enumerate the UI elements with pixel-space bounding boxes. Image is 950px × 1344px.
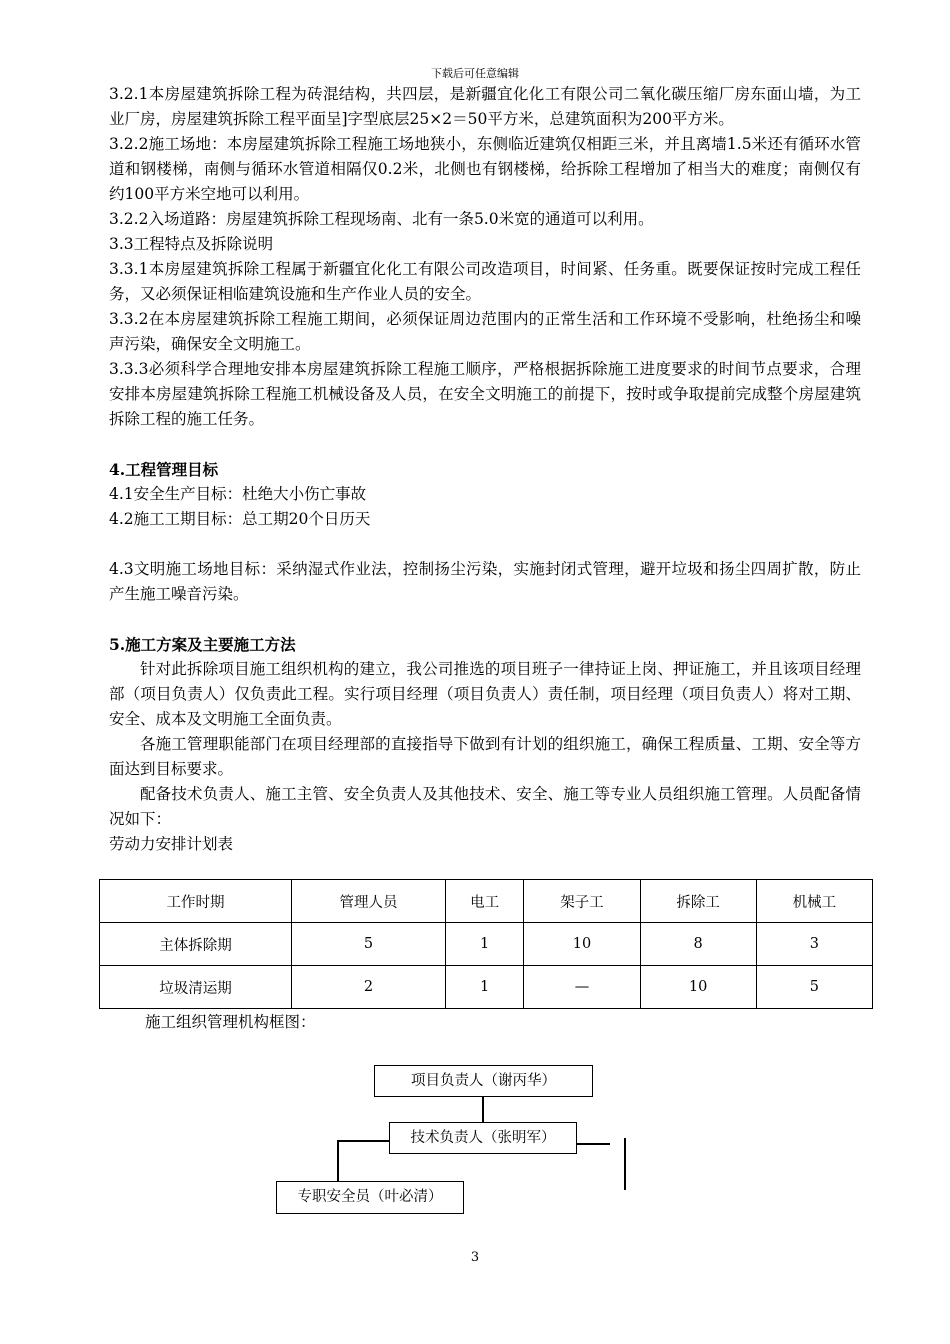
paragraph-3-3: 3.3工程特点及拆除说明 <box>109 235 274 253</box>
document-body <box>109 82 861 856</box>
org-box-label: 专职安全员（叶必清） <box>297 1189 443 1205</box>
paragraph-3-2-1: 3.2.1本房屋建筑拆除工程为砖混结构，共四层，是新疆宜化化工有限公司二氧化碳压缩厂房东面山墙，为工业厂房，房屋建筑拆除工程平面呈]字型底层25×2＝50平方米，总建筑面积为200平方米。 <box>109 85 861 128</box>
table-header-cell: 电工 <box>446 880 524 923</box>
table-cell: 5 <box>291 923 445 966</box>
section-heading-5: 5.施工方案及主要施工方法 <box>109 635 296 654</box>
paragraph-3-2-2-site: 3.2.2施工场地：本房屋建筑拆除工程施工场地狭小，东侧临近建筑仅相距三米，并且离墙1.5米还有循环水管道和钢楼梯，南侧与循环水管道相隔仅0.2米，北侧也有钢楼梯，给拆除工程增加了相当大的难度；南侧仅有约100平方米空地可以利用。 <box>109 135 861 203</box>
connector-line <box>624 1138 626 1190</box>
connector-line <box>337 1140 339 1182</box>
table-cell: 10 <box>524 923 640 966</box>
table-header-cell: 拆除工 <box>640 880 756 923</box>
table-cell: 8 <box>640 923 756 966</box>
table-row <box>100 923 873 966</box>
paragraph-4-3: 4.3文明施工场地目标：采纳湿式作业法，控制扬尘污染，实施封闭式管理，避开垃圾和扬尘四周扩散，防止产生施工噪音污染。 <box>109 560 861 603</box>
table-header-cell: 机械工 <box>756 880 872 923</box>
table-cell: 1 <box>446 966 524 1009</box>
paragraph-3-2-2-road: 3.2.2入场道路：房屋建筑拆除工程现场南、北有一条5.0米宽的通道可以利用。 <box>109 210 654 228</box>
org-box-label: 项目负责人（谢丙华） <box>411 1073 556 1089</box>
org-box-label: 技术负责人（张明军） <box>410 1130 556 1146</box>
table-cell: 垃圾清运期 <box>100 966 292 1009</box>
table-cell: 2 <box>291 966 445 1009</box>
table-title: 劳动力安排计划表 <box>109 835 234 853</box>
table-header-cell: 管理人员 <box>291 880 445 923</box>
org-box-technical-leader <box>389 1122 577 1154</box>
org-chart-caption: 施工组织管理机构框图： <box>145 1013 316 1031</box>
section-heading-4: 4.工程管理目标 <box>109 460 219 479</box>
table-header-cell: 架子工 <box>524 880 640 923</box>
table-header-cell: 工作时期 <box>100 880 292 923</box>
paragraph-3-3-3: 3.3.3必须科学合理地安排本房屋建筑拆除工程施工顺序，严格根据拆除施工进度要求的时间节点要求，合理安排本房屋建筑拆除工程施工机械设备及人员，在安全文明施工的前提下，按时或争取提前完成整个房屋建筑拆除工程的施工任务。 <box>109 360 861 428</box>
connector-line <box>337 1140 389 1142</box>
table-cell: 主体拆除期 <box>100 923 292 966</box>
table-cell: 1 <box>446 923 524 966</box>
labor-plan-table <box>99 879 873 1009</box>
table-cell: — <box>524 966 640 1009</box>
paragraph-5-a: 针对此拆除项目施工组织机构的建立，我公司推选的项目班子一律持证上岗、押证施工，并且该项目经理部（项目负责人）仅负责此工程。实行项目经理（项目负责人）责任制，项目经理（项目负责人）将对工期、安全、成本及文明施工全面负责。 <box>109 660 861 728</box>
connector-line <box>576 1143 610 1145</box>
table-row <box>100 966 873 1009</box>
paragraph-3-3-1: 3.3.1本房屋建筑拆除工程属于新疆宜化化工有限公司改造项目，时间紧、任务重。既要保证按时完成工程任务，又必须保证相临建筑设施和生产作业人员的安全。 <box>109 260 861 303</box>
paragraph-3-3-2: 3.3.2在本房屋建筑拆除工程施工期间，必须保证周边范围内的正常生活和工作环境不受影响，杜绝扬尘和噪声污染，确保安全文明施工。 <box>109 310 861 353</box>
paragraph-4-1: 4.1安全生产目标：杜绝大小伤亡事故 <box>109 485 367 503</box>
table-cell: 10 <box>640 966 756 1009</box>
paragraph-5-b: 各施工管理职能部门在项目经理部的直接指导下做到有计划的组织施工，确保工程质量、工期、安全等方面达到目标要求。 <box>109 735 861 778</box>
page-header: 下载后可任意编辑 <box>431 67 519 80</box>
table-cell: 3 <box>756 923 872 966</box>
org-box-safety-officer <box>276 1181 464 1214</box>
org-box-project-leader <box>374 1065 593 1097</box>
connector-line <box>482 1096 484 1122</box>
paragraph-4-2: 4.2施工工期目标：总工期20个日历天 <box>109 510 371 528</box>
page-number: 3 <box>470 1250 480 1265</box>
paragraph-5-c: 配备技术负责人、施工主管、安全负责人及其他技术、安全、施工等专业人员组织施工管理。人员配备情况如下： <box>109 785 861 828</box>
table-cell: 5 <box>756 966 872 1009</box>
table-header-row <box>100 880 873 923</box>
